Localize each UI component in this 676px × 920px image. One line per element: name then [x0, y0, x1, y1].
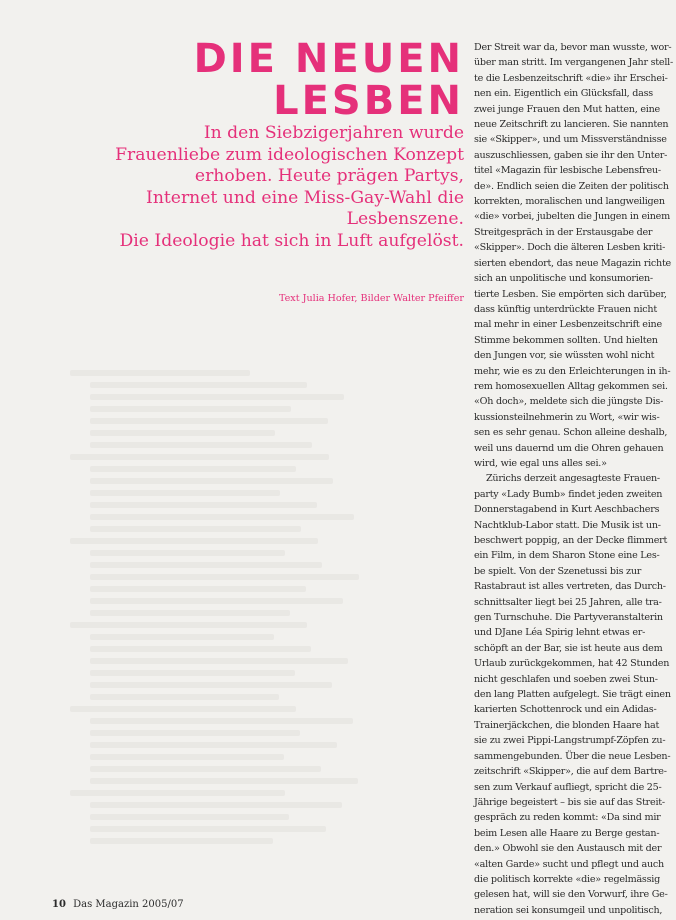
headline-line-1: DIE NEUEN	[193, 36, 464, 82]
article-line: Trainerjäckchen, die blonden Haare hat	[474, 719, 660, 731]
article-line: sen es sehr genau. Schon alleine deshalb,	[474, 427, 668, 439]
show-through-line	[90, 742, 337, 748]
article-line: karierten Schottenrock und ein Adidas-	[474, 704, 657, 716]
article-credit: Text Julia Hofer, Bilder Walter Pfeiffer	[278, 293, 464, 304]
lead-line: Die Ideologie hat sich in Luft aufgelöst.	[119, 230, 464, 251]
article-body-column	[474, 40, 676, 918]
show-through-line	[90, 730, 300, 736]
show-through-line	[90, 634, 274, 640]
article-line: zeitschrift «Skipper», die auf dem Bartre-	[474, 766, 667, 778]
article-line: «die» vorbei, jubelten die Jungen in einem	[474, 211, 670, 223]
show-through-line	[70, 370, 250, 376]
article-line: sich an unpolitische und konsumorien-	[474, 273, 653, 285]
article-line: Streitgespräch in der Erstausgabe der	[474, 226, 653, 238]
show-through-line	[90, 814, 289, 820]
article-line: mehr, wie es zu den Erleichterungen in ih-	[474, 365, 671, 377]
article-line: gelesen hat, will sie den Vorwurf, ihre Ge-	[474, 889, 668, 901]
lead-line: Frauenliebe zum ideologischen Konzept	[115, 144, 464, 165]
publication-name: Das Magazin 2005/07	[73, 899, 184, 910]
show-through-line	[90, 610, 290, 616]
article-line: beschwert poppig, an der Decke flimmert	[474, 535, 668, 546]
show-through-line	[90, 646, 311, 652]
show-through-line	[90, 562, 322, 568]
show-through-line	[90, 718, 353, 724]
article-line: Urlaub zurückgekommen, hat 42 Stunden	[474, 658, 670, 670]
article-line: mal mehr in einer Lesbenzeitschrift eine	[474, 319, 662, 331]
article-line: ein Film, in dem Sharon Stone eine Les-	[474, 550, 660, 562]
lead-line: Lesbenszene.	[346, 209, 464, 230]
article-line: nen ein. Eigentlich ein Glücksfall, dass	[474, 88, 653, 100]
article-line: gespräch zu reden kommt: «Da sind mir	[474, 812, 661, 824]
show-through-line	[70, 622, 307, 628]
show-through-line	[70, 790, 285, 796]
article-line: Rastabraut ist alles vertreten, das Durch-	[474, 581, 666, 593]
show-through-line	[90, 778, 358, 784]
article-line: korrekten, moralischen und langweiligen	[474, 196, 665, 208]
article-line: sierten ebendort, das neue Magazin richte	[474, 257, 671, 269]
article-line: tierte Lesben. Sie empörten sich darüber,	[474, 288, 667, 300]
show-through-line	[90, 382, 307, 388]
show-through-line	[90, 430, 275, 436]
article-headline	[84, 38, 464, 122]
article-line: den.» Obwohl sie den Austausch mit der	[474, 843, 662, 855]
article-line: Der Streit war da, bevor man wusste, wor-	[474, 42, 672, 53]
article-line: Nachtklub-Labor statt. Die Musik ist un-	[474, 519, 661, 531]
article-line: weil uns dauernd um die Ohren gehauen	[474, 442, 664, 454]
article-line: party «Lady Bumb» findet jeden zweiten	[474, 488, 663, 500]
show-through-line	[90, 574, 359, 580]
article-line: beim Lesen alle Haare zu Berge gestan-	[474, 827, 660, 839]
show-through-line	[90, 514, 354, 520]
show-through-line	[90, 694, 279, 700]
article-line: «Skipper». Doch die älteren Lesben kriti-	[474, 242, 666, 254]
article-line: neration sei konsumgeil und unpolitisch,	[474, 904, 663, 916]
show-through-line	[90, 526, 301, 532]
show-through-line	[70, 538, 318, 544]
article-line: gen Turnschuhe. Die Partyveranstalterin	[474, 612, 663, 624]
article-line: schöpft an der Bar, sie ist heute aus dem	[474, 642, 663, 654]
article-line: Donnerstagabend in Kurt Aeschbachers	[474, 504, 660, 516]
lead-line: Internet und eine Miss-Gay-Wahl die	[146, 187, 464, 208]
show-through-line	[90, 478, 333, 484]
article-line: schnittsalter liegt bei 25 Jahren, alle tra-	[474, 596, 662, 608]
article-line: zwei junge Frauen den Mut hatten, eine	[474, 103, 660, 115]
article-line: sen zum Verkauf aufliegt, spricht die 25-	[474, 781, 662, 793]
article-line: Stimme bekommen sollten. Und hielten	[474, 334, 658, 346]
show-through-line	[90, 490, 280, 496]
article-line: nicht geschlafen und soeben zwei Stun-	[474, 673, 658, 685]
show-through-line	[90, 682, 332, 688]
article-line: sie «Skipper», und um Missverständnisse	[474, 134, 667, 146]
show-through-line	[90, 766, 321, 772]
lead-line: In den Siebzigerjahren wurde	[203, 123, 464, 143]
article-line: te die Lesbenzeitschrift «die» ihr Erschei-	[474, 72, 668, 84]
show-through-line	[90, 670, 295, 676]
show-through-line	[90, 598, 343, 604]
page-footer	[52, 899, 184, 910]
article-line: auszuschliessen, gaben sie ihr den Unter-	[474, 149, 668, 161]
show-through-line	[90, 394, 344, 400]
article-line: neue Zeitschrift zu lancieren. Sie nannten	[474, 119, 669, 131]
article-line: «alten Garde» sucht und pflegt und auch	[474, 858, 664, 870]
show-through-line	[90, 658, 348, 664]
show-through-line	[90, 586, 306, 592]
article-line: kussionsteilnehmerin zu Wort, «wir wis-	[474, 411, 660, 423]
show-through-line	[90, 550, 285, 556]
article-line: die politisch korrekte «die» regelmässig	[474, 873, 660, 885]
lead-line: erhoben. Heute prägen Partys,	[194, 166, 464, 187]
article-line: de». Endlich seien die Zeiten der politisch	[474, 180, 669, 192]
article-line: Zürichs derzeit angesagteste Frauen-	[486, 473, 660, 485]
article-line: «Oh doch», meldete sich die jüngste Dis-	[474, 396, 664, 408]
show-through-line	[90, 502, 317, 508]
article-line: sammengebunden. Über die neue Lesben-	[474, 750, 671, 762]
article-line: titel «Magazin für lesbische Lebensfreu-	[474, 165, 661, 177]
article-line: Jährige begeistert – bis sie auf das Streit-	[474, 796, 665, 808]
article-line: sie zu zwei Pippi-Langstrumpf-Zöpfen zu-	[474, 735, 666, 747]
article-line: dass künftig unterdrückte Frauen nicht	[474, 303, 657, 315]
article-line: über man stritt. Im vergangenen Jahr stell-	[474, 57, 673, 69]
show-through-line	[70, 454, 329, 460]
headline-line-2: LESBEN	[273, 78, 464, 124]
article-line: den lang Platten aufgelegt. Sie trägt einen	[474, 689, 671, 701]
show-through-line	[90, 838, 273, 844]
article-line: wird, wie egal uns alles sei.»	[474, 457, 607, 469]
page-number: 10	[52, 899, 66, 910]
show-through-line	[90, 466, 296, 472]
show-through-line	[90, 802, 342, 808]
show-through-line	[70, 706, 296, 712]
show-through-line	[90, 826, 326, 832]
show-through-line	[90, 442, 312, 448]
show-through-line	[90, 406, 291, 412]
article-line: und DJane Léa Spirig lehnt etwas er-	[474, 627, 646, 639]
show-through-line	[90, 754, 284, 760]
article-line: den Jungen vor, sie wüssten wohl nicht	[474, 350, 655, 362]
show-through-line	[90, 418, 328, 424]
article-lead	[24, 123, 464, 253]
article-line: rem homosexuellen Alltag gekommen sei.	[474, 380, 668, 392]
article-line: be spielt. Von der Szenetussi bis zur	[474, 565, 642, 577]
